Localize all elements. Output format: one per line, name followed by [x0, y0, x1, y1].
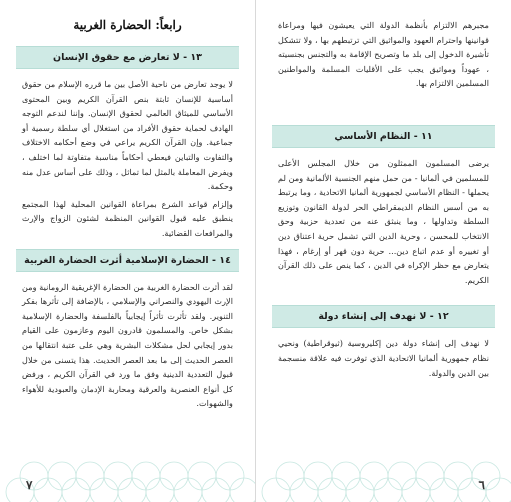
section-title: ١١ - النظام الأساسي: [272, 125, 495, 148]
page-ornament: [256, 432, 511, 502]
page-heading: رابعاً: الحضارة الغربية: [73, 18, 182, 32]
paragraph: لا نهدف إلى إنشاء دولة دين إكليروسية (ثيوقراطية) ونحيي نظام جمهورية ألمانيا الاتحادية الذي توفرت فيه علاقة منسجمة بين الدين والدولة.: [278, 338, 489, 378]
section-title: ١٢ - لا نهدف إلى إنشاء دولة: [272, 305, 495, 328]
paragraph: لقد أثرت الحضارة الغربية من الحضارة الإغريقية الرومانية ومن الإرث اليهودي والنصراني والإسلامي ، بالإضافة إلى تأثرها بفكر التنوير. ولقد تأثرت تأثراً إيجابياً بالفلسفة والحضارة الإسلامية بشكل خاص. والمسلمون قادرون اليوم وعازمون على القيام بدور إيجابي لحل مشكلات البشرية وهي على عتبة انتقالها من العصر الحديث إلى ما بعد العصر الحديث. هذا يتسنى من خلال قبول التعددية الدينية وفق ما ورد في القرآن الكريم ، ورفض كل أنواع العنصرية والعرقية ومحاربة الإدمان والعبودية للأهواء والشهوات.: [22, 281, 233, 409]
paragraph: وإلزام قواعد الشرع بمراعاة القوانين المحلية لهذا المجتمع ينطبق عليه قبول القوانين المنظمة لشئون الزواج والإرث والمرافعات القضائية.: [22, 198, 233, 238]
paragraph: يرضى المسلمون الممثلون من خلال المجلس الأعلى للمسلمين في ألمانيا - من حمل منهم الجنسية الألمانية ومن لم يحملها - النظام الأساسي لجمهورية ألمانيا الاتحادية ، وما يرتبط به من أسس النظام الديمقراطي الحر لدولة القانون وتوزيع السلطة وتداولها ، وما ينبثق عنه من تعددية حزبية وحق الانتخاب للمحسن ، وحرية الدين التي تشمل حرية اعتناق دين أو تغييره أو عدم اتباع دين... حرية دون قهر أو إرغام ، فهذا يتعارض مع حظر الإكراه في الدين ، كما ينص على ذلك القرآن الكريم.: [278, 157, 489, 285]
right-page-content: [278, 18, 489, 383]
left-page: [0, 0, 255, 502]
page-number: ٧: [26, 478, 33, 492]
right-page: [256, 0, 511, 502]
section-title: ١٤ - الحضارة الإسلامية أثرت الحضارة الغربية: [16, 249, 239, 272]
paragraph: مجبرهم الالتزام بأنظمة الدولة التي يعيشون فيها ومراعاة قوانينها واحترام العهود والمواثيق التي ترتبطهم بها ، ولا تتشكل تأشيرة الدخول إلى بلد ما وتصريح الإقامة به والتجنس بجنسيته ، عهوداً ومواثيق يجب على الأقليات المسلمة والمواطنين المسلمين الالتزام بها.: [278, 20, 489, 89]
left-page-content: [22, 18, 233, 414]
paragraph: لا يوجد تعارض من ناحية الأصل بين ما قرره الإسلام من حقوق أساسية للإنسان ثابتة بنص القرآن الكريم وبين المحتوى الأساسي للميثاق العالمي لحقوق الإنسان. وإننا لندعم التوجه الهادف لحماية حقوق الأفراد من استغلال أي سلطة رسمية أو جماعية. وإن القرآن الكريم يراعي في وضع أحكامه الاختلاف والتفاوت والتباين فيعطي أحكاماً مناسبة متفاوتة لما اختلف ، ويفرض المعاملة بالمثل لما تماثل ، وذلك على أساس عدل منه وحكمة.: [22, 79, 233, 192]
section-title: ١٣ - لا تعارض مع حقوق الإنسان: [16, 46, 239, 69]
page-number: ٦: [478, 478, 485, 492]
page-ornament: [0, 432, 255, 502]
